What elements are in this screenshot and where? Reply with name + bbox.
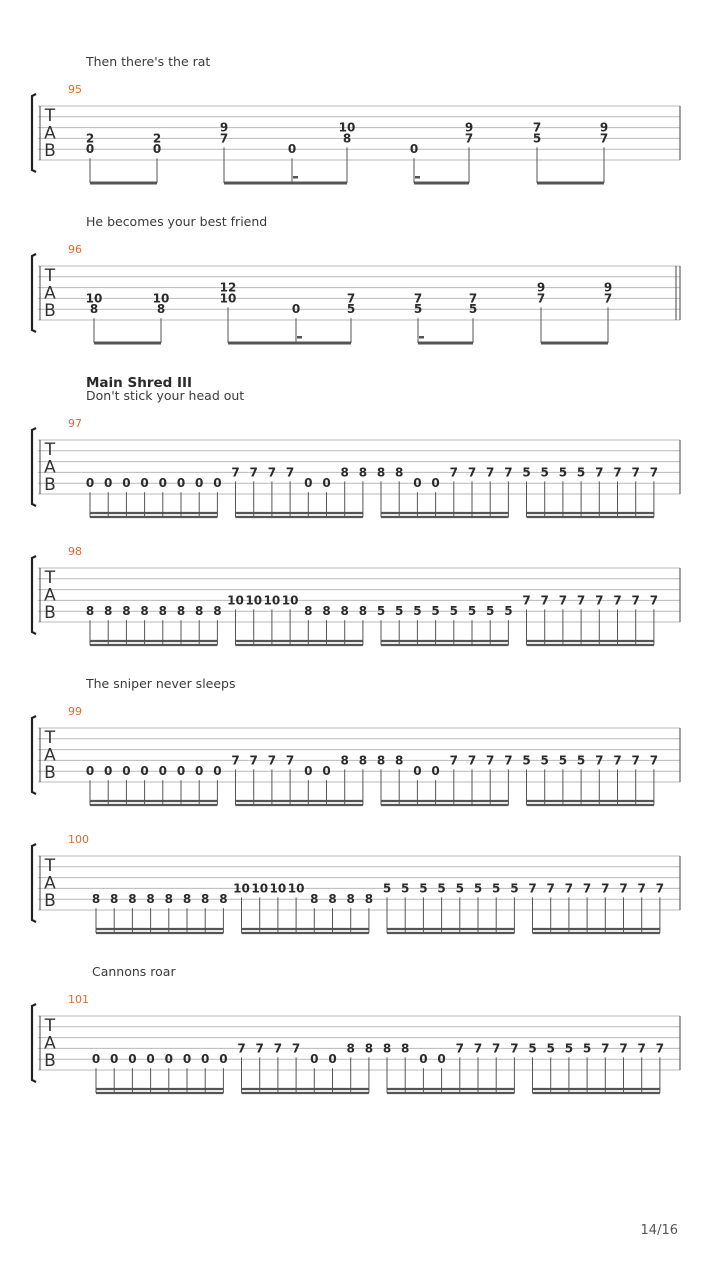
fret-number: 8	[104, 604, 113, 619]
fret-number: 0	[419, 1052, 428, 1067]
fret-number: 7	[546, 881, 555, 896]
fret-number: 7	[649, 753, 659, 768]
fret-number: 5	[532, 131, 542, 146]
fret-number: 7	[504, 753, 513, 768]
fret-number: 8	[122, 604, 131, 619]
fret-number: 7	[291, 1041, 301, 1056]
tab-letter-b: B	[44, 141, 56, 161]
fret-number: 12	[219, 280, 237, 295]
fret-number: 8	[395, 465, 404, 480]
fret-number: 0	[195, 764, 204, 779]
fret-number: 5	[564, 1041, 574, 1056]
tab-letter-a: A	[44, 457, 56, 478]
bar-number: 96	[68, 243, 82, 256]
lyric-line: Cannons roar	[92, 964, 176, 979]
fret-number: 8	[322, 604, 331, 619]
fret-number: 7	[601, 1041, 610, 1056]
fret-number: 9	[603, 280, 613, 295]
fret-number: 8	[364, 892, 374, 907]
fret-number: 5	[419, 881, 428, 896]
fret-number: 10	[281, 593, 299, 608]
fret-number: 8	[376, 753, 386, 768]
fret-number: 0	[91, 1052, 101, 1067]
tab-letter-b: B	[44, 1051, 56, 1071]
fret-number: 8	[128, 892, 137, 907]
fret-number: 5	[540, 465, 549, 480]
tab-letter-a: A	[44, 585, 56, 606]
bar-number: 98	[68, 545, 82, 558]
fret-number: 7	[219, 131, 229, 146]
fret-number: 7	[231, 465, 240, 480]
fret-number: 7	[449, 753, 458, 768]
fret-number: 7	[528, 881, 537, 896]
rest-mark	[297, 336, 302, 339]
fret-number: 0	[413, 476, 422, 491]
fret-number: 10	[245, 593, 263, 608]
fret-number: 0	[322, 476, 331, 491]
fret-number: 7	[255, 1041, 264, 1056]
fret-number: 7	[637, 881, 646, 896]
fret-number: 7	[649, 465, 659, 480]
fret-number: 0	[413, 764, 422, 779]
system-bracket	[32, 844, 36, 922]
fret-number: 5	[582, 1041, 592, 1056]
fret-number: 7	[619, 1041, 628, 1056]
tab-letter-b: B	[44, 475, 56, 495]
fret-number: 8	[304, 604, 313, 619]
fret-number: 7	[249, 753, 258, 768]
fret-number: 7	[486, 753, 495, 768]
fret-number: 0	[409, 142, 419, 157]
fret-number: 7	[522, 593, 531, 608]
fret-number: 7	[464, 131, 474, 146]
fret-number: 5	[437, 881, 446, 896]
fret-number: 5	[492, 881, 501, 896]
fret-number: 5	[431, 604, 440, 619]
fret-number: 8	[364, 1041, 374, 1056]
fret-number: 8	[195, 604, 204, 619]
fret-number: 7	[492, 1041, 501, 1056]
fret-number: 5	[473, 881, 483, 896]
fret-number: 0	[201, 1052, 210, 1067]
fret-number: 7	[467, 753, 477, 768]
fret-number: 5	[376, 604, 386, 619]
fret-number: 5	[382, 881, 392, 896]
rest-mark	[415, 176, 420, 179]
fret-number: 0	[304, 764, 313, 779]
fret-number: 5	[522, 465, 531, 480]
fret-number: 5	[540, 753, 549, 768]
tab-letter-b: B	[44, 301, 56, 321]
fret-number: 7	[603, 291, 613, 306]
fret-number: 8	[156, 302, 166, 317]
fret-number: 8	[358, 465, 368, 480]
fret-number: 8	[382, 1041, 392, 1056]
fret-number: 8	[342, 131, 352, 146]
fret-number: 5	[528, 1041, 537, 1056]
fret-number: 7	[595, 753, 604, 768]
fret-number: 5	[413, 302, 423, 317]
fret-number: 0	[164, 1052, 173, 1067]
fret-number: 7	[249, 465, 258, 480]
tab-letter-a: A	[44, 873, 56, 894]
fret-number: 8	[328, 892, 337, 907]
fret-number: 7	[267, 465, 277, 480]
fret-number: 10	[227, 593, 244, 608]
fret-number: 5	[467, 604, 477, 619]
fret-number: 9	[219, 120, 229, 135]
fret-number: 0	[310, 1052, 319, 1067]
fret-number: 2	[85, 131, 95, 146]
fret-number: 7	[601, 881, 610, 896]
fret-number: 5	[455, 881, 464, 896]
fret-number: 0	[128, 1052, 137, 1067]
fret-number: 7	[231, 753, 240, 768]
fret-number: 7	[486, 465, 495, 480]
fret-number: 7	[449, 465, 458, 480]
fret-number: 7	[273, 1041, 283, 1056]
fret-number: 5	[346, 302, 356, 317]
fret-number: 0	[176, 764, 186, 779]
fret-number: 5	[395, 604, 404, 619]
system-bracket	[32, 428, 36, 506]
fret-number: 0	[328, 1052, 337, 1067]
fret-number: 8	[358, 604, 368, 619]
tab-letter-a: A	[44, 745, 56, 766]
fret-number: 8	[310, 892, 319, 907]
fret-number: 7	[467, 465, 477, 480]
fret-number: 0	[140, 476, 149, 491]
tab-letter-t: T	[44, 568, 56, 588]
system-bracket	[32, 1004, 36, 1082]
tab-letter-t: T	[44, 266, 56, 286]
fret-number: 5	[510, 881, 519, 896]
fret-number: 7	[532, 120, 542, 135]
tab-letter-a: A	[44, 283, 56, 304]
fret-number: 0	[322, 764, 331, 779]
bar-number: 97	[68, 417, 82, 430]
fret-number: 10	[338, 120, 356, 135]
system-bracket	[32, 254, 36, 332]
tab-letter-t: T	[44, 440, 56, 460]
fret-number: 8	[340, 465, 349, 480]
fret-number: 0	[176, 476, 186, 491]
fret-number: 7	[613, 465, 622, 480]
fret-number: 5	[449, 604, 458, 619]
fret-number: 9	[464, 120, 474, 135]
tab-letter-t: T	[44, 856, 56, 876]
fret-number: 10	[233, 881, 250, 896]
fret-number: 5	[558, 465, 568, 480]
tab-letter-b: B	[44, 763, 56, 783]
fret-number: 7	[285, 465, 295, 480]
fret-number: 9	[599, 120, 609, 135]
fret-number: 8	[201, 892, 210, 907]
fret-number: 0	[110, 1052, 119, 1067]
fret-number: 0	[104, 476, 113, 491]
rest-mark	[419, 336, 424, 339]
fret-number: 8	[358, 753, 368, 768]
page-number: 14/16	[640, 1223, 678, 1238]
fret-number: 0	[291, 302, 301, 317]
fret-number: 5	[576, 753, 586, 768]
fret-number: 5	[486, 604, 495, 619]
fret-number: 7	[631, 465, 640, 480]
fret-number: 8	[213, 604, 222, 619]
fret-number: 8	[110, 892, 119, 907]
fret-number: 7	[649, 593, 659, 608]
bar-number: 95	[68, 83, 82, 96]
fret-number: 0	[437, 1052, 446, 1067]
fret-number: 8	[182, 892, 192, 907]
fret-number: 7	[510, 1041, 519, 1056]
tab-letter-t: T	[44, 728, 56, 748]
fret-number: 5	[504, 604, 513, 619]
fret-number: 8	[376, 465, 386, 480]
fret-number: 7	[504, 465, 513, 480]
fret-number: 8	[146, 892, 155, 907]
fret-number: 7	[285, 753, 295, 768]
lyric-line: The sniper never sleeps	[86, 676, 236, 691]
fret-number: 5	[468, 302, 478, 317]
fret-number: 0	[287, 142, 297, 157]
fret-number: 7	[237, 1041, 246, 1056]
tab-letter-t: T	[44, 106, 56, 126]
fret-number: 0	[195, 476, 204, 491]
fret-number: 0	[213, 764, 222, 779]
fret-number: 7	[473, 1041, 483, 1056]
fret-number: 0	[158, 476, 167, 491]
fret-number: 8	[346, 1041, 355, 1056]
fret-number: 0	[140, 764, 149, 779]
fret-number: 10	[251, 881, 269, 896]
fret-number: 8	[164, 892, 173, 907]
fret-number: 8	[340, 753, 349, 768]
bar-number: 99	[68, 705, 82, 718]
fret-number: 7	[631, 753, 640, 768]
fret-number: 10	[269, 881, 287, 896]
fret-number: 7	[595, 593, 604, 608]
fret-number: 7	[468, 291, 478, 306]
fret-number: 0	[85, 764, 95, 779]
fret-number: 9	[536, 280, 546, 295]
fret-number: 0	[85, 142, 95, 157]
fret-number: 10	[85, 291, 103, 306]
fret-number: 0	[122, 764, 131, 779]
fret-number: 7	[631, 593, 640, 608]
fret-number: 7	[558, 593, 568, 608]
fret-number: 8	[91, 892, 101, 907]
fret-number: 0	[182, 1052, 192, 1067]
fret-number: 10	[263, 593, 281, 608]
fret-number: 7	[599, 131, 609, 146]
fret-number: 8	[401, 1041, 410, 1056]
lyric-line: He becomes your best friend	[86, 214, 268, 229]
fret-number: 8	[89, 302, 99, 317]
fret-number: 8	[85, 604, 95, 619]
section-title: Main Shred III	[86, 375, 193, 391]
fret-number: 8	[158, 604, 167, 619]
rest-mark	[293, 176, 298, 179]
tab-letter-b: B	[44, 603, 56, 623]
fret-number: 5	[558, 753, 568, 768]
lyric-line: Then there's the rat	[86, 54, 211, 69]
fret-number: 7	[655, 881, 665, 896]
fret-number: 0	[146, 1052, 155, 1067]
fret-number: 5	[522, 753, 531, 768]
system-bracket	[32, 716, 36, 794]
fret-number: 2	[152, 131, 162, 146]
fret-number: 7	[655, 1041, 665, 1056]
fret-number: 0	[431, 476, 440, 491]
fret-number: 8	[395, 753, 404, 768]
fret-number: 7	[576, 593, 586, 608]
fret-number: 7	[613, 753, 622, 768]
fret-number: 7	[540, 593, 549, 608]
system-bracket	[32, 556, 36, 634]
fret-number: 8	[219, 892, 228, 907]
tab-letter-b: B	[44, 891, 56, 911]
fret-number: 7	[613, 593, 622, 608]
fret-number: 5	[546, 1041, 555, 1056]
fret-number: 10	[152, 291, 170, 306]
tab-letter-t: T	[44, 1016, 56, 1036]
fret-number: 7	[413, 291, 423, 306]
fret-number: 7	[536, 291, 546, 306]
bar-number: 101	[68, 993, 89, 1006]
fret-number: 7	[267, 753, 277, 768]
bar-number: 100	[68, 833, 89, 846]
fret-number: 0	[219, 1052, 228, 1067]
fret-number: 0	[158, 764, 167, 779]
tab-letter-a: A	[44, 123, 56, 144]
system-bracket	[32, 94, 36, 172]
fret-number: 7	[637, 1041, 646, 1056]
fret-number: 8	[346, 892, 355, 907]
fret-number: 0	[152, 142, 162, 157]
fret-number: 7	[455, 1041, 464, 1056]
fret-number: 5	[576, 465, 586, 480]
fret-number: 7	[595, 465, 604, 480]
lyric-line: Don't stick your head out	[86, 388, 245, 403]
fret-number: 0	[213, 476, 222, 491]
tab-letter-a: A	[44, 1033, 56, 1054]
fret-number: 7	[619, 881, 628, 896]
fret-number: 5	[413, 604, 422, 619]
fret-number: 0	[104, 764, 113, 779]
fret-number: 0	[304, 476, 313, 491]
fret-number: 7	[582, 881, 592, 896]
fret-number: 7	[346, 291, 356, 306]
fret-number: 8	[176, 604, 186, 619]
fret-number: 0	[122, 476, 131, 491]
fret-number: 10	[287, 881, 305, 896]
fret-number: 0	[85, 476, 95, 491]
fret-number: 0	[431, 764, 440, 779]
fret-number: 7	[564, 881, 574, 896]
fret-number: 5	[401, 881, 410, 896]
fret-number: 8	[340, 604, 349, 619]
fret-number: 8	[140, 604, 149, 619]
fret-number: 10	[219, 291, 237, 306]
